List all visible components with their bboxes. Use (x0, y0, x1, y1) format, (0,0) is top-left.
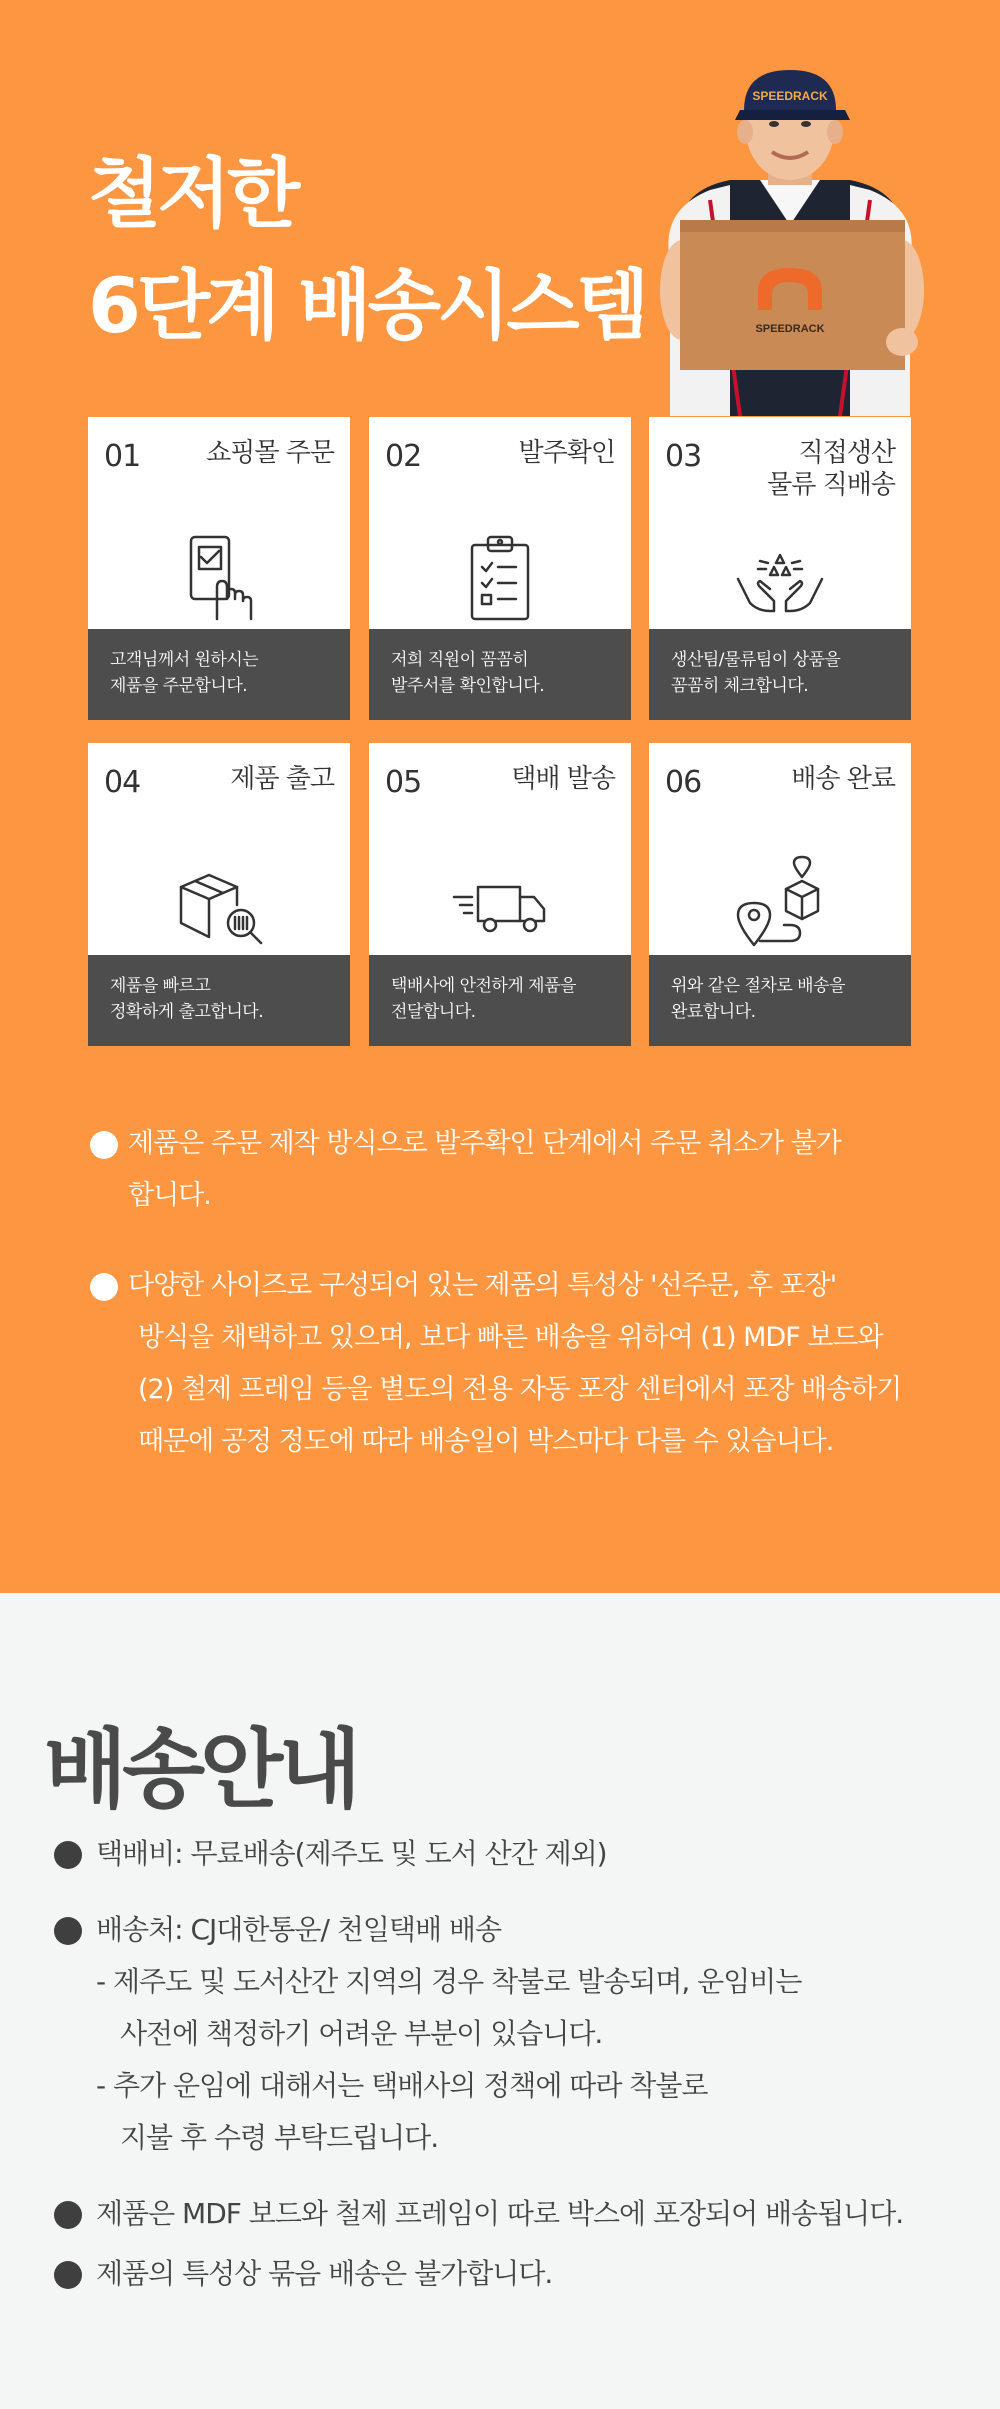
bullet-icon (54, 2201, 82, 2229)
step-title: 택배 발송 (511, 764, 615, 794)
step-title: 배송 완료 (791, 764, 895, 794)
delivery-truck-icon (450, 853, 550, 953)
guide-item: 제품의 특성상 묶음 배송은 불가합니다. (54, 2248, 552, 2300)
step-description: 생산팀/물류팀이 상품을 꼼꼼히 체크합니다. (649, 629, 911, 720)
step-card-02 (369, 417, 631, 720)
step-card-03 (649, 417, 911, 720)
step-description: 고객님께서 원하시는 제품을 주문합니다. (88, 629, 350, 720)
hero-title (88, 138, 645, 362)
note-item: 제품은 주문 제작 방식으로 발주확인 단계에서 주문 취소가 불가 합니다. (90, 1118, 841, 1222)
box-scan-icon (169, 853, 269, 953)
delivery-man-illustration (640, 60, 940, 416)
hands-product-icon (730, 527, 830, 627)
guide-title: 배송안내 (44, 1720, 357, 1820)
bullet-icon (54, 1917, 82, 1945)
step-description: 위와 같은 절차로 배송을 완료합니다. (649, 955, 911, 1046)
note-item: 다양한 사이즈로 구성되어 있는 제품의 특성상 '선주문, 후 포장' 방식을 채택하고 있으며, 보다 빠른 배송을 위하여 (1) MDF 보드와 (2) 철제 프레임 등을 별도의 전용 자동 포장 센터에서 포장 배송하기 때문에 공정 정도에 따라 배송일이 박스마다 다를 수 있습니다. (90, 1260, 901, 1468)
step-number: 02 (385, 439, 422, 474)
step-card-06 (649, 743, 911, 1046)
guide-item: 택배비: 무료배송(제주도 및 도서 산간 제외) (54, 1828, 607, 1880)
hero-title-line2: 6단계 배송시스템 (88, 261, 646, 350)
step-card-05 (369, 743, 631, 1046)
phone-tap-icon (169, 527, 269, 627)
step-title: 제품 출고 (230, 764, 334, 794)
step-number: 01 (104, 439, 141, 474)
step-description: 택배사에 안전하게 제품을 전달합니다. (369, 955, 631, 1046)
step-description: 저희 직원이 꼼꼼히 발주서를 확인합니다. (369, 629, 631, 720)
step-number: 06 (665, 765, 702, 800)
bullet-icon (90, 1273, 118, 1301)
step-card-04 (88, 743, 350, 1046)
step-title: 발주확인 (518, 438, 615, 468)
bullet-icon (54, 1841, 82, 1869)
guide-item: 배송처: CJ대한통운/ 천일택배 배송 - 제주도 및 도서산간 지역의 경우 착불로 발송되며, 운임비는 사전에 책정하기 어려운 부분이 있습니다. - 추가 운임에 대해서는 택배사의 정책에 따라 착불로 지불 후 수령 부탁드립니다. (54, 1904, 801, 2164)
location-box-icon (730, 853, 830, 953)
hero-title-line1: 철저한 (88, 149, 297, 238)
step-description: 제품을 빠르고 정확하게 출고합니다. (88, 955, 350, 1046)
svg-text:SPEEDRACK: SPEEDRACK (752, 89, 828, 103)
step-card-01 (88, 417, 350, 720)
clipboard-checklist-icon (450, 527, 550, 627)
step-number: 05 (385, 765, 422, 800)
step-number: 03 (665, 439, 702, 474)
bullet-icon (90, 1131, 118, 1159)
guide-item: 제품은 MDF 보드와 철제 프레임이 따로 박스에 포장되어 배송됩니다. (54, 2188, 903, 2240)
step-title: 직접생산 물류 직배송 (767, 438, 895, 500)
step-title: 쇼핑몰 주문 (206, 438, 334, 468)
svg-text:SPEEDRACK: SPEEDRACK (755, 323, 825, 335)
step-number: 04 (104, 765, 141, 800)
bullet-icon (54, 2261, 82, 2289)
